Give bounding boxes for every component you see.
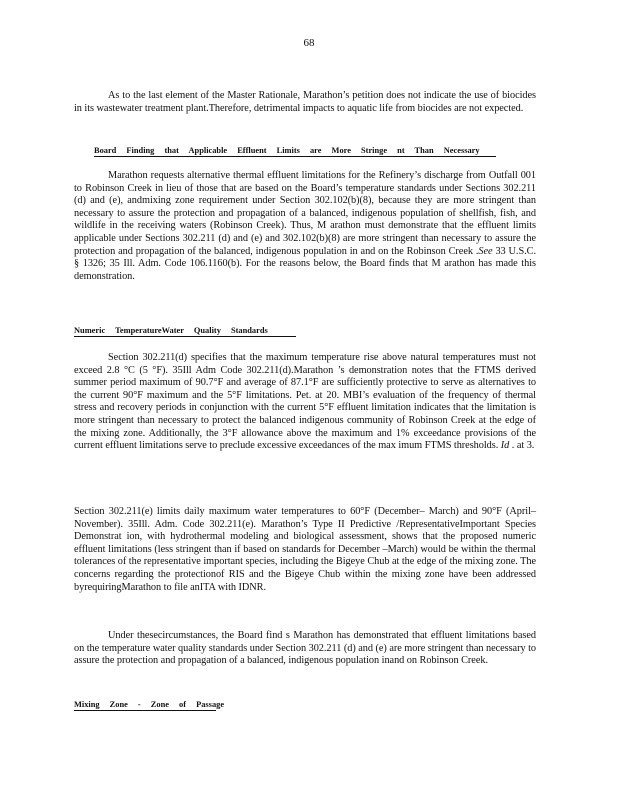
paragraph-302-211-d-end: . at 3. bbox=[509, 440, 535, 452]
paragraph-alternative-limits-text: Marathon requests alternative thermal effluent limitations for the Refinery’s discharge from Outfall 001 to Robinson Creek in lieu of those that are based on the Board’s temperature standards under Sections 302.211 (d) and (e), andmixing zone requirement under Section 302.102(b)(8), because they are more stringent than necessary to assure the protection and propagation of a balanced, indigenous population of shellfish, fish, and wildlife in the receiving waters (Robinson Creek). Thus, M arathon must demonstrate that the effluent limits applicable under Sections 302.211 (d) and (e) and 302.102(b)(8) are more stringent than necessary to assure the protection and propagation of the balanced, indigenous population in and on the Robinson Creek . bbox=[74, 170, 536, 257]
section-heading-mixing-zone: Mixing Zone - Zone of Passage bbox=[74, 700, 225, 709]
paragraph-conclusion: Under thesecircumstances, the Board find s Marathon has demonstrated that effluent limitations based on the temperature water quality standards under Section 302.211 (d) and (e) are more stringent than necessary to assure the protection and propagation of a balanced, indigenous population inand on Robinson Creek. bbox=[74, 630, 536, 667]
citation-see: See bbox=[478, 245, 493, 257]
paragraph-section-302-211-e: Section 302.211(e) limits daily maximum water temperatures to 60°F (December– March) and 90°F (April–November). 35Ill. Adm. Code 302.211(e). Marathon’s Type II Predictive /RepresentativeImportant Species Demonstrat ion, with hydrothermal modeling and biological assessment, shows that the proposed numeric effluent limitations (less stringent than if based on standards for December –March) would be within the thermal tolerances of the representative important species, including the Bigeye Chub at the edge of the mixing zone. The concerns regarding the protectionof RIS and the Bigeye Chub within the mixing zone have been addressed byrequiringMarathon to file anITA with IDNR. bbox=[74, 506, 536, 593]
paragraph-alternative-limits-end: 33 U.S.C. § 1326; 35 Ill. Adm. Code 106.1160(b). For the reasons below, the Board finds that M arathon has made this demonstration. bbox=[74, 245, 537, 282]
section-heading-numeric-standards: Numeric TemperatureWater Quality Standards bbox=[74, 326, 296, 337]
paragraph-section-302-211-d bbox=[74, 352, 536, 453]
paragraph-alternative-limits bbox=[74, 170, 536, 283]
section-heading-board-finding: Board Finding that Applicable Effluent Limits are More Stringe nt Than Necessary bbox=[94, 146, 496, 157]
paragraph-302-211-d-text: Section 302.211(d) specifies that the maximum temperature rise above natural temperatures must not exceed 2.8 °C (5 °F). 35Ill Adm Code 302.211(d).Marathon ’s demonstration notes that the FTMS derived summer period maximum of 90.7°F and average of 87.1°F are sufficiently protective to serve as alternatives to the current 90°F maximum and the 5°F limitations. Pet. at 20. MBI’s evaluation of the frequency of thermal stress and recovery periods in conjunction with the current 5°F effluent limitation indicates that the limitation is more stringent than necessary to protect the balanced indigenous community of Robinson Creek at the edge of the mixing zone. Additionally, the 3°F allowance above the maximum and 1% exceedance provisions of the current effluent limitations serve to preclude excessive exceedances of the max imum FTMS thresholds. bbox=[74, 352, 536, 452]
page-number: 68 bbox=[303, 37, 315, 49]
paragraph-biocides: As to the last element of the Master Rationale, Marathon’s petition does not indicate the use of biocides in its wastewater treatment plant.Therefore, detrimental impacts to aquatic life from biocides are not expected. bbox=[74, 90, 536, 114]
citation-id: Id bbox=[500, 440, 510, 452]
